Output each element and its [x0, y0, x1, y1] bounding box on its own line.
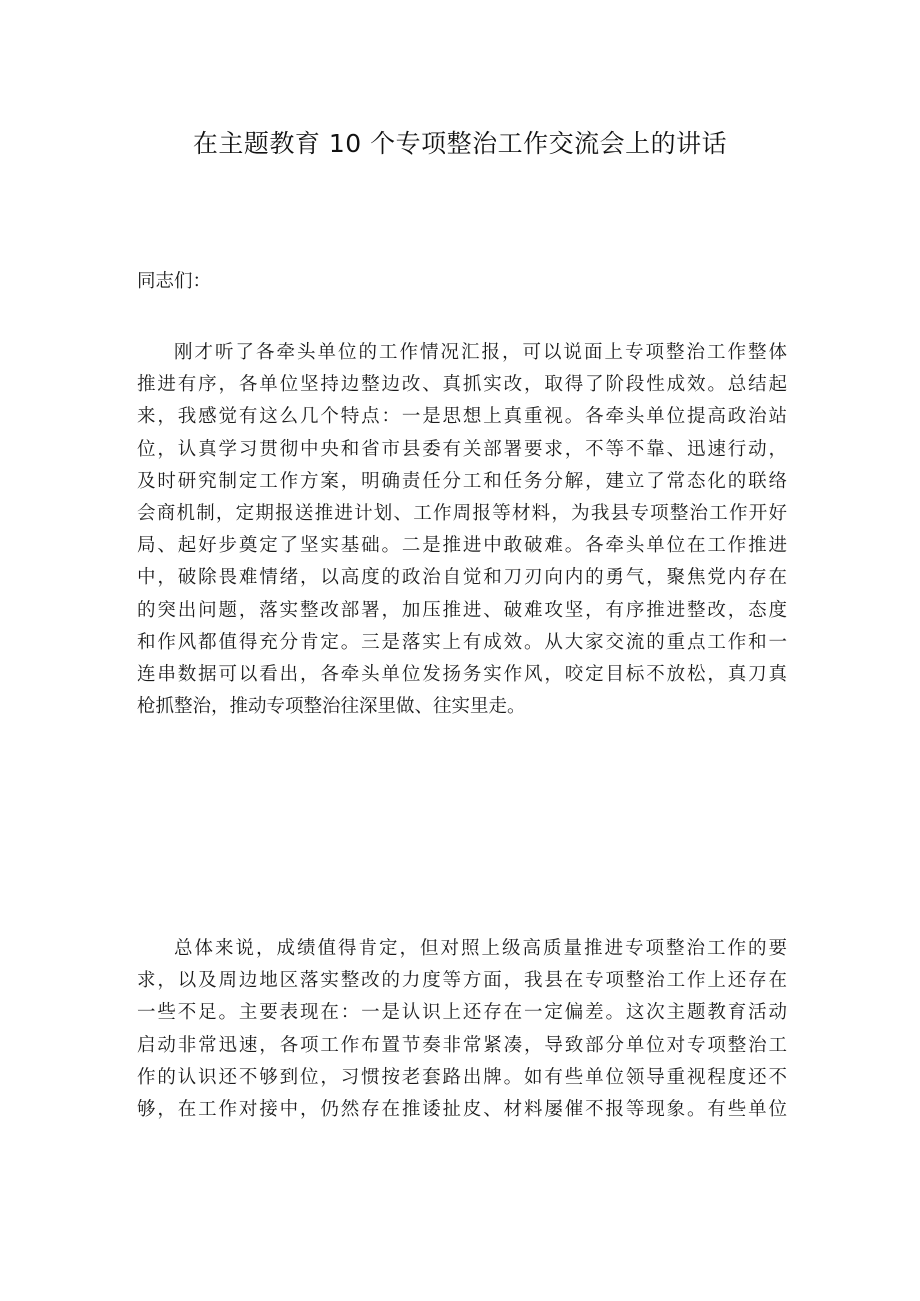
- paragraph-line: 连串数据可以看出，各牵头单位发扬务实作风，咬定目标不放松，真刀真: [137, 663, 787, 685]
- paragraph-1: [137, 337, 787, 723]
- document-title: 在主题教育 10 个专项整治工作交流会上的讲话: [192, 129, 728, 158]
- paragraph-line: 总体来说，成绩值得肯定，但对照上级高质量推进专项整治工作的要: [174, 938, 787, 959]
- paragraph-line: 会商机制，定期报送推进计划、工作周报等材料，为我县专项整治工作开好: [137, 502, 787, 524]
- paragraph-line: 一些不足。主要表现在：一是认识上还存在一定偏差。这次主题教育活动: [137, 1002, 787, 1024]
- paragraph-line: 作的认识还不够到位，习惯按老套路出牌。如有些单位领导重视程度还不: [137, 1066, 787, 1088]
- paragraph-line: 来，我感觉有这么几个特点：一是思想上真重视。各牵头单位提高政治站: [137, 406, 787, 428]
- paragraph-line: 够，在工作对接中，仍然存在推诿扯皮、材料屡催不报等现象。有些单位: [137, 1098, 787, 1120]
- paragraph-line: 的突出问题，落实整改部署，加压推进、破难攻坚，有序推进整改，态度: [137, 599, 787, 621]
- paragraph-line: 刚才听了各牵头单位的工作情况汇报，可以说面上专项整治工作整体: [174, 342, 787, 363]
- paragraph-line: 中，破除畏难情绪，以高度的政治自觉和刀刃向内的勇气，聚焦党内存在: [137, 567, 787, 589]
- paragraph-line: 启动非常迅速，各项工作布置节奏非常紧凑，导致部分单位对专项整治工: [137, 1034, 787, 1056]
- paragraph-line: 和作风都值得充分肯定。三是落实上有成效。从大家交流的重点工作和一: [137, 631, 787, 653]
- paragraph-2: [137, 933, 787, 1126]
- paragraph-line: 位，认真学习贯彻中央和省市县委有关部署要求，不等不靠、迅速行动，: [137, 438, 787, 460]
- paragraph-line: 及时研究制定工作方案，明确责任分工和任务分解，建立了常态化的联络: [137, 470, 787, 492]
- paragraph-line: 推进有序，各单位坚持边整边改、真抓实改，取得了阶段性成效。总结起: [137, 374, 787, 396]
- paragraph-line: 枪抓整治，推动专项整治往深里做、往实里走。: [137, 696, 526, 718]
- paragraph-line: 局、起好步奠定了坚实基础。二是推进中敢破难。各牵头单位在工作推进: [137, 535, 787, 557]
- paragraph-line: 求，以及周边地区落实整改的力度等方面，我县在专项整治工作上还存在: [137, 970, 787, 992]
- salutation: 同志们：: [137, 271, 212, 292]
